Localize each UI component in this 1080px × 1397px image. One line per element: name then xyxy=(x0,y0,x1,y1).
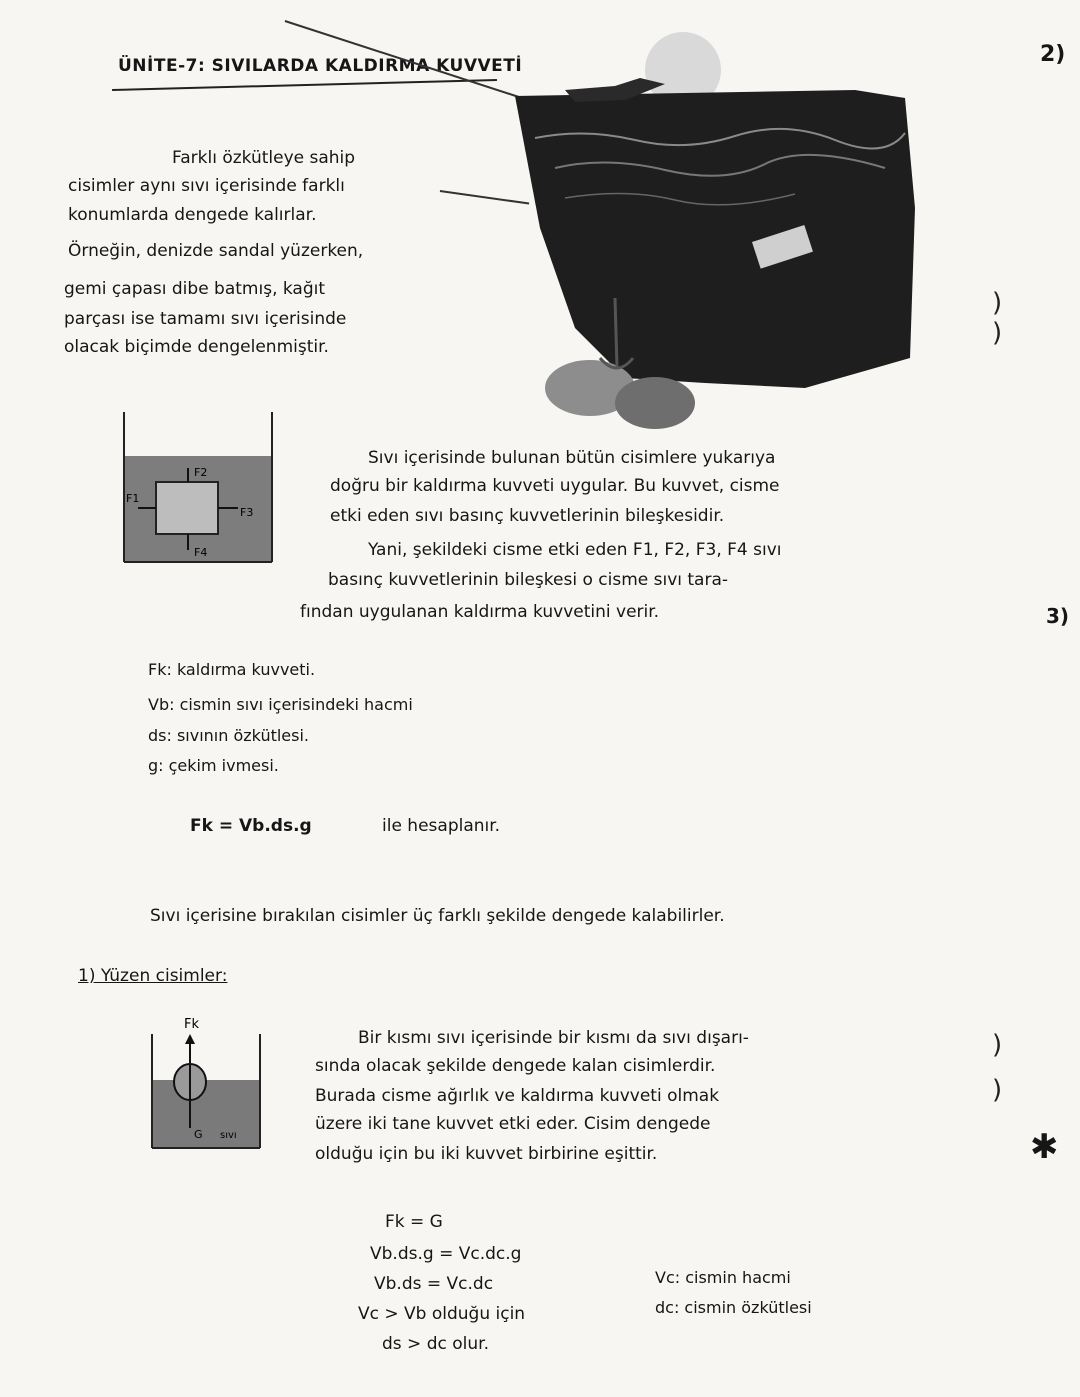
floating-heading: 1) Yüzen cisimler: xyxy=(78,966,228,986)
sea-scene-illustration xyxy=(505,28,925,438)
force-label-f1: F1 xyxy=(126,492,140,505)
definition-ds: ds: sıvının özkütlesi. xyxy=(148,726,310,745)
margin-mark-3: 3) xyxy=(1046,604,1070,628)
margin-paren: ) xyxy=(992,1030,1003,1060)
margin-paren: ) xyxy=(992,1075,1003,1105)
page-number: 2) xyxy=(1040,42,1066,67)
floating-line: üzere iki tane kuvvet etki eder. Cisim dengede xyxy=(315,1114,711,1134)
liquid-fill xyxy=(153,1080,259,1147)
note-dc: dc: cismin özkütlesi xyxy=(655,1298,812,1317)
intro-line: Örneğin, denizde sandal yüzerken, xyxy=(68,241,364,261)
buoyancy-line: basınç kuvvetlerinin bileşkesi o cisme sıvı tara- xyxy=(328,570,729,590)
margin-paren: ) xyxy=(992,318,1003,348)
rock-icon xyxy=(615,377,695,429)
intro-line: Farklı özkütleye sahip xyxy=(172,148,356,168)
definition-vb: Vb: cismin sıvı içerisindeki hacmi xyxy=(148,695,413,714)
force-label-f3: F3 xyxy=(240,506,254,519)
floating-line: olduğu için bu iki kuvvet birbirine eşittir. xyxy=(315,1144,658,1164)
buoyancy-formula: Fk = Vb.ds.g xyxy=(190,816,312,836)
cases-intro: Sıvı içerisine bırakılan cisimler üç farklı şekilde dengede kalabilirler. xyxy=(150,906,725,926)
force-label-f4: F4 xyxy=(194,546,208,559)
floating-body-diagram xyxy=(148,1010,268,1155)
intro-line: cisimler aynı sıvı içerisinde farklı xyxy=(68,176,345,196)
floating-line: Bir kısmı sıvı içerisinde bir kısmı da sıvı dışarı- xyxy=(358,1028,749,1048)
intro-line: gemi çapası dibe batmış, kağıt xyxy=(64,279,326,299)
equation-line: Vb.ds.g = Vc.dc.g xyxy=(370,1244,522,1264)
unit-title: ÜNİTE-7: SIVILARDA KALDIRMA KUVVETİ xyxy=(118,56,523,76)
intro-line: olacak biçimde dengelenmiştir. xyxy=(64,337,329,357)
margin-paren: ) xyxy=(992,288,1003,318)
buoyancy-line: Yani, şekildeki cisme etki eden F1, F2, F3, F4 sıvı xyxy=(368,540,782,560)
floating-line: sında olacak şekilde dengede kalan cisimlerdir. xyxy=(315,1056,716,1076)
formula-suffix: ile hesaplanır. xyxy=(382,816,501,836)
definition-fk: Fk: kaldırma kuvveti. xyxy=(148,660,316,679)
buoyancy-line: doğru bir kaldırma kuvveti uygular. Bu kuvvet, cisme xyxy=(330,476,780,496)
note-vc: Vc: cismin hacmi xyxy=(655,1268,791,1287)
star-mark: ✱ xyxy=(1030,1127,1059,1167)
floating-liquid-label: sıvı xyxy=(220,1130,237,1141)
equation-line: Vb.ds = Vc.dc xyxy=(374,1274,494,1294)
title-underline xyxy=(112,79,497,91)
floating-force-label-fk: Fk xyxy=(184,1017,200,1032)
buoyancy-line: fından uygulanan kaldırma kuvvetini verir. xyxy=(300,602,660,622)
pressure-forces-diagram xyxy=(118,410,278,570)
equation-line: ds > dc olur. xyxy=(382,1334,489,1354)
force-label-f2: F2 xyxy=(194,466,208,479)
buoyancy-line: etki eden sıvı basınç kuvvetlerinin bileşkesidir. xyxy=(330,506,725,526)
buoyancy-line: Sıvı içerisinde bulunan bütün cisimlere yukarıya xyxy=(368,448,776,468)
intro-line: konumlarda dengede kalırlar. xyxy=(68,205,317,225)
intro-line: parçası ise tamamı sıvı içerisinde xyxy=(64,309,347,329)
submerged-body xyxy=(156,482,218,534)
floating-line: Burada cisme ağırlık ve kaldırma kuvveti olmak xyxy=(315,1086,720,1106)
equation-line: Vc > Vb olduğu için xyxy=(358,1304,526,1324)
floating-weight-label: G xyxy=(194,1128,203,1141)
equation-line: Fk = G xyxy=(385,1212,443,1232)
water-body xyxy=(515,90,915,388)
definition-g: g: çekim ivmesi. xyxy=(148,756,279,775)
